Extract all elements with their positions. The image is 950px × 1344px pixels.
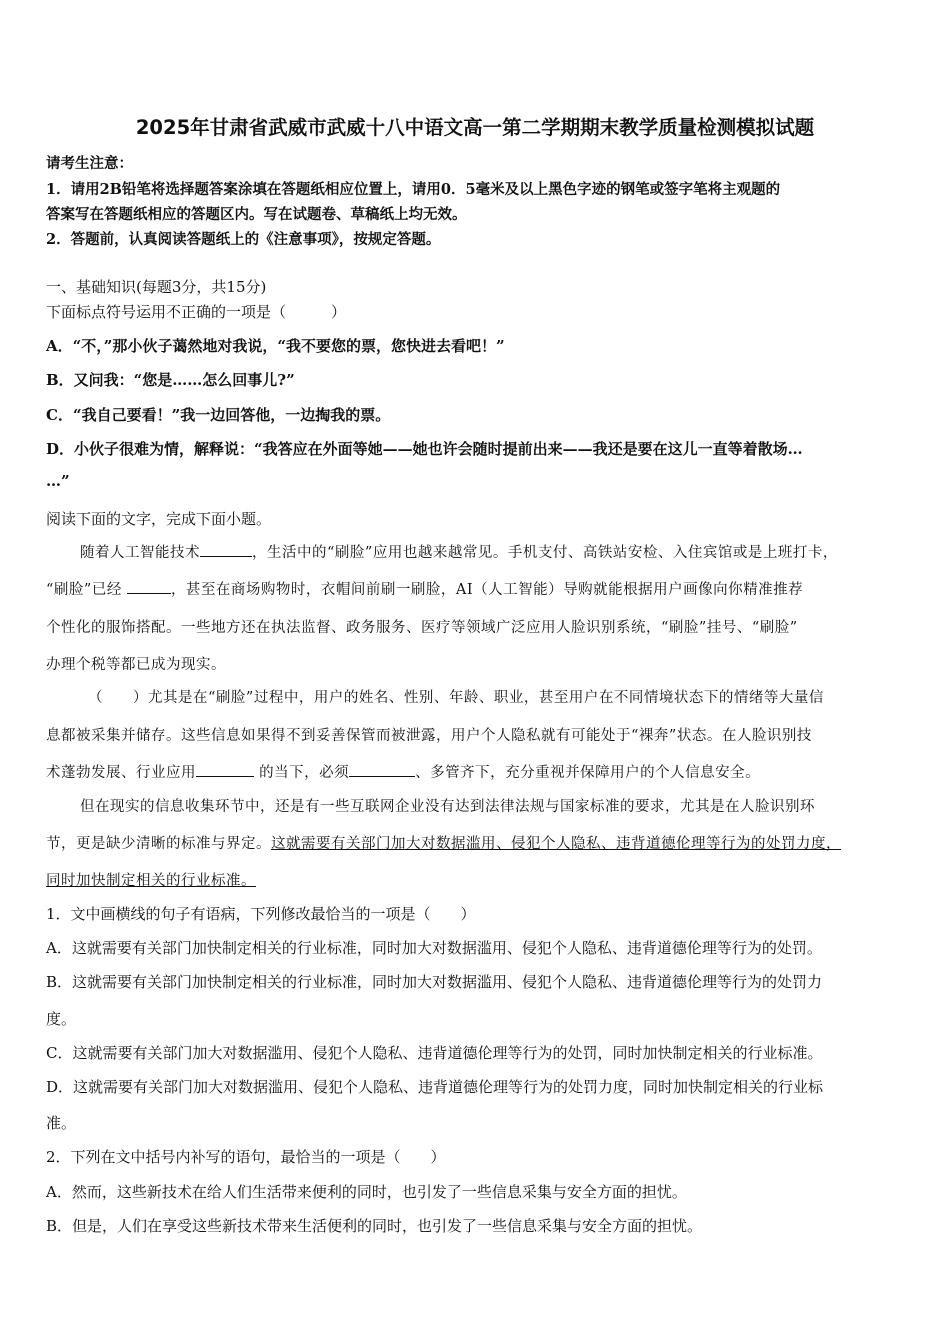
section-heading: 一、基础知识(每题3分，共15分) <box>46 278 267 296</box>
reading-instruction: 阅读下面的文字，完成下面小题。 <box>46 510 272 528</box>
q1-option-b-line-2: 度。 <box>46 1010 77 1028</box>
passage-p1-line-2 <box>46 578 916 599</box>
underlined-sentence-end: 同时加快制定相关的行业标准。 <box>46 873 256 889</box>
passage-text: 术蓬勃发展、行业应用 <box>46 765 196 781</box>
q2-option-a: A．然而，这些新技术在给人们生活带来便利的同时，也引发了一些信息采集与安全方面的担忧。 <box>46 1183 687 1201</box>
option-d-line-2: …” <box>46 472 70 490</box>
option-d-line-1: D．小伙子很难为情，解释说：“我答应在外面等她——她也许会随时提前出来——我还是要在这儿一直等着散场… <box>46 440 803 458</box>
question-punctuation: 下面标点符号运用不正确的一项是（ ） <box>46 303 347 321</box>
passage-p1-line-4: 办理个税等都已成为现实。 <box>46 657 226 673</box>
passage-text: ，甚至在商场购物时，衣帽间前刷一刷脸，AI（人工智能）导购就能根据用户画像向你精准推荐 <box>170 582 804 598</box>
passage-p2-line-1: （ ）尤其是在“刷脸”过程中，用户的姓名、性别、年龄、职业，甚至用户在不同情境状态下的情绪等大量信 <box>88 690 824 706</box>
notice-heading: 请考生注意： <box>46 155 133 172</box>
q1-option-a: A．这就需要有关部门加快制定相关的行业标准，同时加大对数据滥用、侵犯个人隐私、违背道德伦理等行为的处罚。 <box>46 939 822 957</box>
passage-text: “刷脸”已经 <box>46 582 127 598</box>
option-b: B．又问我：“您是……怎么回事儿?” <box>46 371 295 389</box>
passage-text: 、多管齐下，充分重视并保障用户的个人信息安全。 <box>415 765 761 781</box>
notice-item-1-line-2: 答案写在答题纸相应的答题区内。写在试题卷、草稿纸上均无效。 <box>46 206 467 223</box>
passage-p1-line-1 <box>80 541 916 562</box>
passage-p2-line-3 <box>46 761 916 782</box>
passage-p3-line-1: 但在现实的信息收集环节中，还是有一些互联网企业没有达到法律法规与国家标准的要求，尤其是在人脸识别环 <box>80 799 815 815</box>
q1-option-c: C．这就需要有关部门加大对数据滥用、侵犯个人隐私、违背道德伦理等行为的处罚，同时加快制定相关的行业标准。 <box>46 1044 823 1062</box>
option-c: C．“我自己要看！”我一边回答他，一边掏我的票。 <box>46 406 391 424</box>
q1-option-d-line-2: 准。 <box>46 1114 77 1132</box>
q2-stem: 2．下列在文中括号内补写的语句，最恰当的一项是（ ） <box>46 1148 446 1166</box>
fill-blank <box>349 762 415 778</box>
option-a: A．“不，”那小伙子蔼然地对我说，“我不要您的票，您快进去看吧！” <box>46 337 505 355</box>
q1-option-d-line-1: D．这就需要有关部门加大对数据滥用、侵犯个人隐私、违背道德伦理等行为的处罚力度，同时加快制定相关的行业标 <box>46 1078 824 1096</box>
q2-option-b: B．但是，人们在享受这些新技术带来生活便利的同时，也引发了一些信息采集与安全方面的担忧。 <box>46 1217 703 1235</box>
passage-p2-line-2: 息都被采集并储存。这些信息如果得不到妥善保管而被泄露，用户个人隐私就有可能处于“裸奔”状态。在人脸识别技 <box>46 728 812 744</box>
fill-blank <box>200 542 252 558</box>
page-title: 2025年甘肃省武威市武威十八中语文高一第二学期期末教学质量检测模拟试题 <box>135 116 815 139</box>
passage-text: ，生活中的“刷脸”应用也越来越常见。手机支付、高铁站安检、入住宾馆或是上班打卡， <box>252 545 838 561</box>
passage-text: 节，更是缺少清晰的标准与界定。 <box>46 836 271 852</box>
q1-stem: 1．文中画横线的句子有语病，下列修改最恰当的一项是（ ） <box>46 905 476 923</box>
underlined-sentence: 这就需要有关部门加大对数据滥用、侵犯个人隐私、违背道德伦理等行为的处罚力度， <box>271 836 841 852</box>
passage-text: 随着人工智能技术 <box>80 545 200 561</box>
notice-item-1-line-1: 1．请用2B铅笔将选择题答案涂填在答题纸相应位置上，请用0．5毫米及以上黑色字迹的钢笔或签字笔将主观题的 <box>46 181 781 198</box>
notice-item-2: 2．答题前，认真阅读答题纸上的《注意事项》，按规定答题。 <box>46 231 441 248</box>
passage-p3-line-2 <box>46 832 916 853</box>
passage-p1-line-3: 个性化的服饰搭配。一些地方还在执法监督、政务服务、医疗等领域广泛应用人脸识别系统，“刷脸”挂号、“刷脸” <box>46 620 798 636</box>
fill-blank <box>127 579 171 595</box>
q1-option-b-line-1: B．这就需要有关部门加快制定相关的行业标准，同时加大对数据滥用、侵犯个人隐私、违背道德伦理等行为的处罚力 <box>46 973 823 991</box>
passage-text: 的当下，必须 <box>254 765 350 781</box>
fill-blank <box>196 762 254 778</box>
